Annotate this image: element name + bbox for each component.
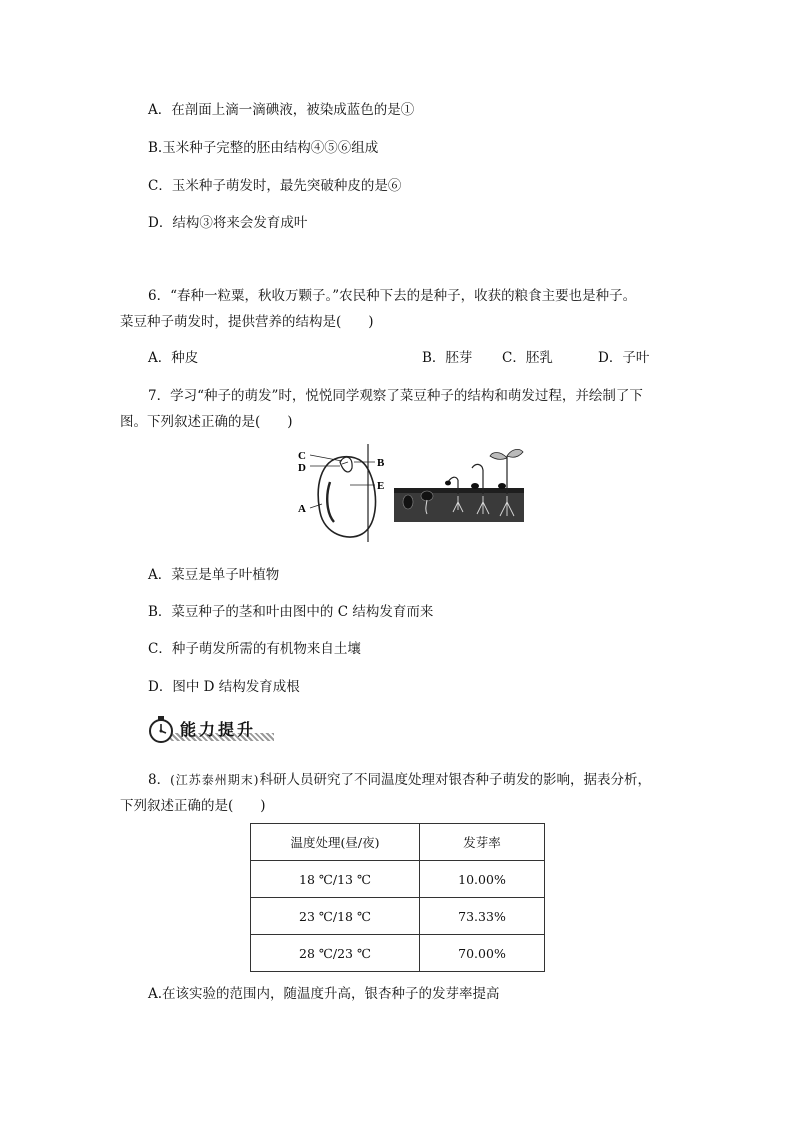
table-row [251, 861, 545, 898]
q8-option-a: A.在该实验的范围内，随温度升高，银杏种子的发芽率提高 [148, 986, 500, 1002]
q6-option-b: B．胚芽 [422, 350, 473, 366]
table-row [251, 935, 545, 972]
q7-stem-line1: 7．学习“种子的萌发”时，悦悦同学观察了菜豆种子的结构和萌发过程，并绘制了下 [148, 388, 643, 404]
cotyledon-stage-5 [498, 483, 506, 489]
label-e: E [377, 480, 385, 492]
table-cell: 70.00% [420, 935, 545, 972]
stopwatch-icon [146, 714, 176, 744]
table-cell: 73.33% [420, 898, 545, 935]
q7-option-c: C．种子萌发所需的有机物来自土壤 [148, 641, 361, 657]
q6-stem-line2: 菜豆种子萌发时，提供营养的结构是( ) [120, 314, 374, 330]
table-header-cell: 发芽率 [420, 824, 545, 861]
soil-surface [394, 488, 524, 493]
label-b: B [377, 457, 385, 469]
cotyledon-stage-4 [471, 483, 479, 489]
q8-stem-rest: 科研人员研究了不同温度处理对银杏种子萌发的影响，据表分析， [259, 772, 651, 788]
hook-stage-4 [472, 464, 483, 470]
q8-stem-line2: 下列叙述正确的是( ) [120, 798, 266, 814]
seed-germination-figure [290, 442, 530, 551]
table-header-row [251, 824, 545, 861]
q7-option-a: A．菜豆是单子叶植物 [148, 567, 280, 583]
q7-option-d: D．图中 D 结构发育成根 [148, 679, 300, 695]
q7-option-b: B．菜豆种子的茎和叶由图中的 C 结构发育而来 [148, 604, 434, 620]
seed-stage-2 [421, 491, 433, 501]
q8-source: (江苏泰州期末) [170, 773, 260, 787]
table-cell: 28 ℃/23 ℃ [251, 935, 420, 972]
leaf-right-stage-5 [507, 449, 523, 457]
seed-stage-1 [403, 495, 413, 509]
table-cell: 10.00% [420, 861, 545, 898]
q5-option-d: D．结构③将来会发育成叶 [148, 215, 308, 231]
q8-number: 8． [148, 772, 171, 788]
table-cell: 23 ℃/18 ℃ [251, 898, 420, 935]
label-c: C [298, 450, 306, 462]
q6-option-d: D．子叶 [598, 350, 650, 366]
q6-option-c: C．胚乳 [502, 350, 553, 366]
label-a: A [298, 503, 306, 515]
q6-stem-line1: 6．“春种一粒粟，秋收万颗子。”农民种下去的是种子，收获的粮食主要也是种子。 [148, 288, 637, 304]
germination-rate-table [250, 823, 545, 972]
table-row [251, 898, 545, 935]
q6-options [148, 346, 668, 366]
q7-stem-line2: 图。下列叙述正确的是( ) [120, 414, 293, 430]
q8-stem-line1 [148, 768, 651, 788]
q5-option-b: B.玉米种子完整的胚由结构④⑤⑥组成 [148, 140, 379, 156]
leaf-left-stage-5 [490, 453, 507, 460]
q5-option-a: A．在剖面上滴一滴碘液，被染成蓝色的是① [148, 102, 415, 118]
q6-option-a: A．种皮 [148, 350, 199, 366]
section-banner [146, 713, 276, 745]
table-cell: 18 ℃/13 ℃ [251, 861, 420, 898]
section-title: 能力提升 [180, 720, 257, 739]
table-header-cell: 温度处理(昼/夜) [251, 824, 420, 861]
label-d: D [298, 462, 306, 474]
cotyledon-stage-3 [445, 481, 451, 486]
q5-option-c: C．玉米种子萌发时，最先突破种皮的是⑥ [148, 178, 402, 194]
